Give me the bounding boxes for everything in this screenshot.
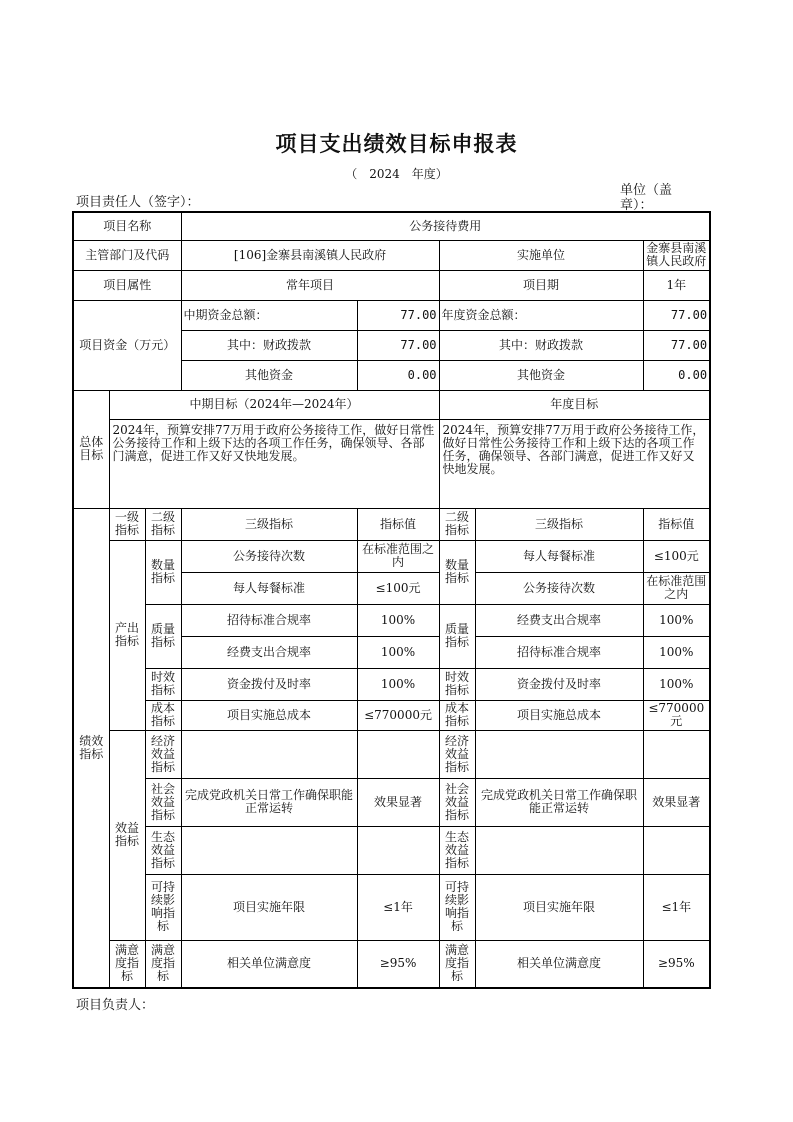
year-timeliness-1: 资金拨付及时率 <box>475 668 643 700</box>
dept-value: [106]金寨县南溪镇人民政府 <box>181 240 439 270</box>
responsible-signature-label: 项目责任人（签字）： <box>76 195 200 210</box>
output-indicator-label: 产出指标 <box>109 540 145 730</box>
impl-unit-value: 金寨县南溪镇人民政府 <box>643 240 710 270</box>
mid-goal-text: 2024年，预算安排77万用于政府公务接待工作，做好日常性公务接待工作和上级下达的各项工作任务，确保领导、各部门满意，促进工作又好又快地发展。 <box>109 419 439 508</box>
year-fiscal-label: 其中：财政拨款 <box>439 330 643 360</box>
year-total-label: 年度资金总额： <box>439 300 643 330</box>
fiscal-year: （ 2024 年度） <box>345 167 448 181</box>
mid-quality-2-value: 100% <box>357 636 439 668</box>
mid-quality-1-value: 100% <box>357 604 439 636</box>
year-other-value: 0.00 <box>643 360 710 390</box>
year-ecological-1-value <box>643 826 710 874</box>
quality-label-year: 质量指标 <box>439 604 475 668</box>
project-attr-label: 项目属性 <box>73 270 181 300</box>
page-title: 项目支出绩效目标申报表 <box>275 131 518 156</box>
value-header-year: 指标值 <box>643 508 710 540</box>
economic-label-mid: 经济效益指标 <box>145 730 181 778</box>
project-name-label: 项目名称 <box>73 212 181 240</box>
sustainable-label-year: 可持续影响指标 <box>439 874 475 940</box>
mid-quantity-2: 每人每餐标准 <box>181 572 357 604</box>
mid-sustainable-1: 项目实施年限 <box>181 874 357 940</box>
year-ecological-1 <box>475 826 643 874</box>
level1-header: 一级指标 <box>109 508 145 540</box>
year-goal-header: 年度目标 <box>439 390 710 419</box>
impl-unit-label: 实施单位 <box>439 240 643 270</box>
mid-quantity-1: 公务接待次数 <box>181 540 357 572</box>
project-period-value: 1年 <box>643 270 710 300</box>
performance-indicator-label: 绩效指标 <box>73 508 109 988</box>
level2-header-mid: 二级指标 <box>145 508 181 540</box>
mid-social-1-value: 效果显著 <box>357 778 439 826</box>
level3-header-mid: 三级指标 <box>181 508 357 540</box>
quantity-label-mid: 数量指标 <box>145 540 181 604</box>
year-sustainable-1-value: ≤1年 <box>643 874 710 940</box>
mid-other-label: 其他资金 <box>181 360 357 390</box>
year-satisfaction-1: 相关单位满意度 <box>475 940 643 988</box>
quality-label-mid: 质量指标 <box>145 604 181 668</box>
year-fiscal-value: 77.00 <box>643 330 710 360</box>
year-social-1: 完成党政机关日常工作确保职能正常运转 <box>475 778 643 826</box>
year-sustainable-1: 项目实施年限 <box>475 874 643 940</box>
mid-sustainable-1-value: ≤1年 <box>357 874 439 940</box>
quantity-label-year: 数量指标 <box>439 540 475 604</box>
project-manager-label: 项目负责人： <box>76 998 155 1013</box>
mid-other-value: 0.00 <box>357 360 439 390</box>
year-quantity-2: 公务接待次数 <box>475 572 643 604</box>
funds-label: 项目资金（万元） <box>73 300 181 390</box>
mid-satisfaction-1: 相关单位满意度 <box>181 940 357 988</box>
level2-header-year: 二级指标 <box>439 508 475 540</box>
sustainable-label-mid: 可持续影响指标 <box>145 874 181 940</box>
mid-timeliness-1-value: 100% <box>357 668 439 700</box>
unit-seal-label: 单位（盖章）： <box>620 183 673 213</box>
mid-satisfaction-1-value: ≥95% <box>357 940 439 988</box>
mid-fiscal-value: 77.00 <box>357 330 439 360</box>
project-attr-value: 常年项目 <box>181 270 439 300</box>
mid-fiscal-label: 其中：财政拨款 <box>181 330 357 360</box>
year-cost-1-value: ≤770000元 <box>643 700 710 730</box>
year-social-1-value: 效果显著 <box>643 778 710 826</box>
mid-cost-1: 项目实施总成本 <box>181 700 357 730</box>
year-total-value: 77.00 <box>643 300 710 330</box>
benefit-indicator-label: 效益指标 <box>109 730 145 940</box>
value-header-mid: 指标值 <box>357 508 439 540</box>
timeliness-label-mid: 时效指标 <box>145 668 181 700</box>
mid-total-value: 77.00 <box>357 300 439 330</box>
year-quality-2-value: 100% <box>643 636 710 668</box>
mid-quality-2: 经费支出合规率 <box>181 636 357 668</box>
year-timeliness-1-value: 100% <box>643 668 710 700</box>
dept-label: 主管部门及代码 <box>73 240 181 270</box>
mid-economic-1 <box>181 730 357 778</box>
year-quantity-1: 每人每餐标准 <box>475 540 643 572</box>
year-satisfaction-1-value: ≥95% <box>643 940 710 988</box>
mid-total-label: 中期资金总额： <box>181 300 357 330</box>
project-period-label: 项目期 <box>439 270 643 300</box>
satisfaction-indicator-label: 满意度指标 <box>109 940 145 988</box>
cost-label-year: 成本指标 <box>439 700 475 730</box>
mid-goal-header: 中期目标（2024年—2024年） <box>109 390 439 419</box>
economic-label-year: 经济效益指标 <box>439 730 475 778</box>
overall-goal-label: 总体目标 <box>73 390 109 508</box>
mid-quantity-2-value: ≤100元 <box>357 572 439 604</box>
mid-ecological-1 <box>181 826 357 874</box>
performance-target-table <box>72 211 711 989</box>
mid-cost-1-value: ≤770000元 <box>357 700 439 730</box>
social-label-year: 社会效益指标 <box>439 778 475 826</box>
mid-ecological-1-value <box>357 826 439 874</box>
social-label-mid: 社会效益指标 <box>145 778 181 826</box>
year-quality-2: 招待标准合规率 <box>475 636 643 668</box>
year-quantity-1-value: ≤100元 <box>643 540 710 572</box>
mid-quality-1: 招待标准合规率 <box>181 604 357 636</box>
year-goal-text: 2024年，预算安排77万用于政府公务接待工作，做好日常性公务接待工作和上级下达的各项工作任务，确保领导、各部门满意，促进工作又好又快地发展。 <box>439 419 710 508</box>
year-cost-1: 项目实施总成本 <box>475 700 643 730</box>
project-name-value: 公务接待费用 <box>181 212 710 240</box>
mid-timeliness-1: 资金拨付及时率 <box>181 668 357 700</box>
year-other-label: 其他资金 <box>439 360 643 390</box>
level3-header-year: 三级指标 <box>475 508 643 540</box>
year-quality-1-value: 100% <box>643 604 710 636</box>
year-economic-1 <box>475 730 643 778</box>
mid-quantity-1-value: 在标准范围之内 <box>357 540 439 572</box>
year-economic-1-value <box>643 730 710 778</box>
cost-label-mid: 成本指标 <box>145 700 181 730</box>
ecological-label-year: 生态效益指标 <box>439 826 475 874</box>
mid-economic-1-value <box>357 730 439 778</box>
mid-social-1: 完成党政机关日常工作确保职能正常运转 <box>181 778 357 826</box>
year-quality-1: 经费支出合规率 <box>475 604 643 636</box>
ecological-label-mid: 生态效益指标 <box>145 826 181 874</box>
year-quantity-2-value: 在标准范围之内 <box>643 572 710 604</box>
satisfaction-label-year: 满意度指标 <box>439 940 475 988</box>
timeliness-label-year: 时效指标 <box>439 668 475 700</box>
satisfaction-label-mid: 满意度指标 <box>145 940 181 988</box>
